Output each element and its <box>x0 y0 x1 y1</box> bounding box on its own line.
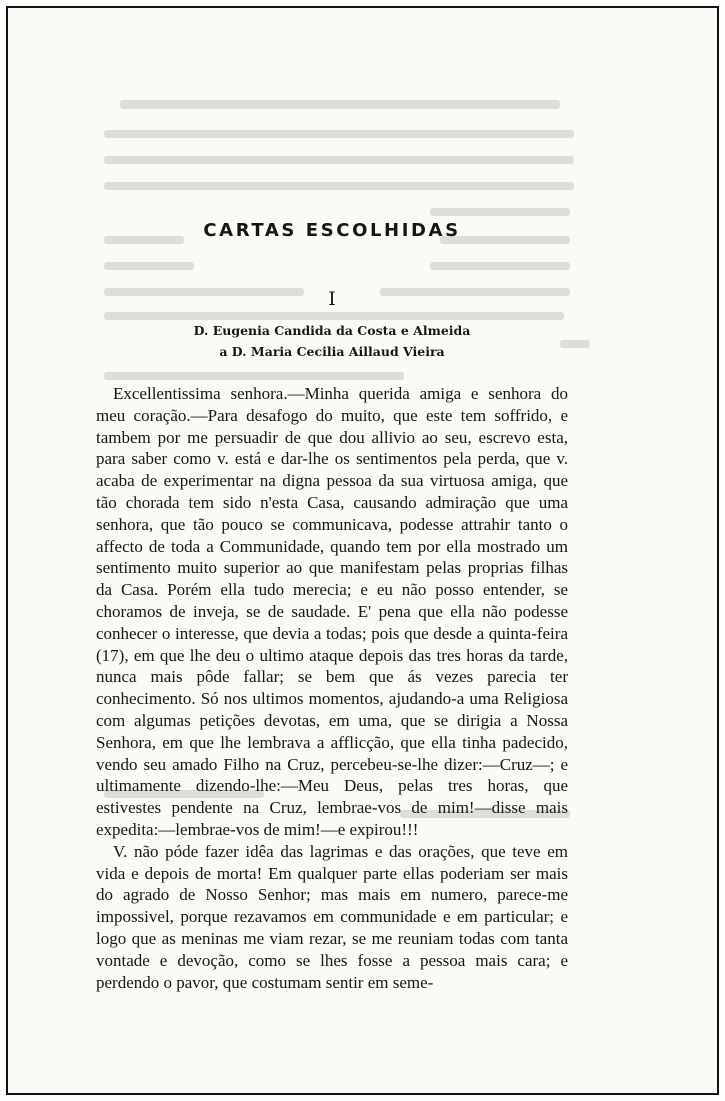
addressee-line-1: D. Eugenia Candida da Costa e Almeida <box>193 323 471 338</box>
page-heading: CARTAS ESCOLHIDAS <box>203 220 461 241</box>
letter-paragraph-2: V. não póde fazer idêa das lagrimas e das orações, que teve em vida e depois de morta! Em qualquer parte ellas poderiam ser mais do agrado de Nosso Senhor; mas mais em numero, parece-me impossivel, porque rezavamos em communidade e em particular; e logo que as meninas me viam rezar, se me reuniam todas com tanta vontade e devoção, como se lhes fosse a pessoa mais cara; e perdendo o pavor, que costumam sentir em seme- <box>96 841 568 992</box>
letter-paragraph-1: Excellentissima senhora.—Minha querida amiga e senhora do meu coração.—Para desafogo do muito, que este tem soffrido, e tambem por me persuadir de que dou allivio ao seu, escrevo esta, para saber como v. está e dar-lhe os sentimentos pela perda, que v. acaba de experimentar na digna pessoa da sua virtuosa amiga, que tão chorada tem sido n'esta Casa, causando admiração que uma senhora, que tão pouco se communicava, podesse attrahir tanto o affecto de toda a Communidade, quando tem por ella mostrado um sentimento muito superior ao que manifestam pelas proprias filhas da Casa. Porém ella tudo merecia; e eu não posso entender, se choramos de inveja, se de saudade. E' pena que ella não podesse conhecer o interesse, que devia a todas; pois que desde a quinta-feira (17), em que lhe deu o ultimo ataque depois das tres horas da tarde, nunca mais pôde fallar; se bem que ás vezes parecia ter conhecimento. Só nos ultimos momentos, ajudando-a uma Religiosa com algumas petições devotas, em uma, que se dirigia a Nossa Senhora, em que lhe lembrava a afflicção, que ella tinha padecido, vendo seu amado Filho na Cruz, percebeu-se-lhe dizer:—Cruz—; e ultimamente dizendo-lhe:—Meu Deus, pelas tres horas, que estivestes pendente na Cruz, lembrae-vos de mim!—disse mais expedita:—lembrae-vos de mim!—e expirou!!! <box>96 384 568 839</box>
page-content <box>96 210 568 993</box>
letter-number: I <box>328 288 336 310</box>
addressee-line-2: a D. Maria Cecilia Aillaud Vieira <box>219 344 445 359</box>
